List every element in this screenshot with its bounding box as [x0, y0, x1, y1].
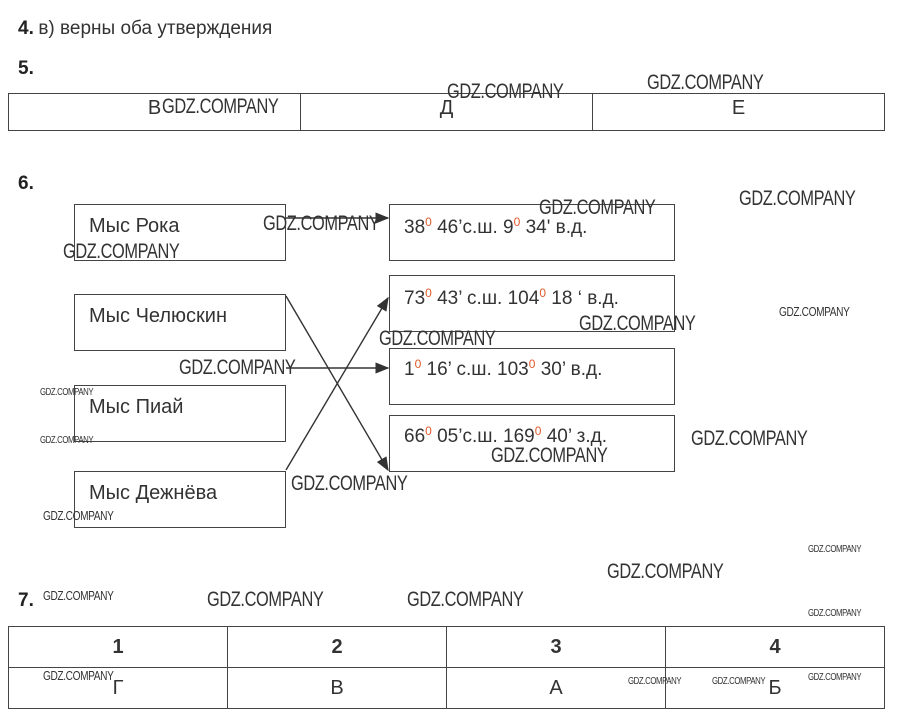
answer-cell-4: Б	[666, 668, 885, 709]
question-4-number: 4.	[18, 18, 34, 39]
watermark: GDZ.COMPANY	[647, 71, 764, 94]
answer-cell-2: В	[228, 668, 447, 709]
watermark: GDZ.COMPANY	[808, 608, 862, 619]
watermark: GDZ.COMPANY	[43, 668, 114, 683]
watermark: GDZ.COMPANY	[691, 427, 808, 450]
watermark: GDZ.COMPANY	[607, 560, 724, 583]
watermark: GDZ.COMPANY	[40, 435, 94, 446]
watermark: GDZ.COMPANY	[579, 312, 696, 335]
watermark: GDZ.COMPANY	[379, 327, 496, 350]
cape-label: Мыс Дежнёва	[89, 482, 218, 504]
watermark: GDZ.COMPANY	[491, 444, 608, 467]
answer-cell-3: Е	[731, 97, 746, 119]
watermark: GDZ.COMPANY	[179, 356, 296, 379]
header-cell-2: 2	[228, 627, 447, 668]
header-cell-4: 4	[666, 627, 885, 668]
answer-cell-1: В	[9, 94, 301, 130]
cape-label: Мыс Пиай	[89, 396, 184, 418]
watermark: GDZ.COMPANY	[808, 672, 862, 683]
watermark: GDZ.COMPANY	[43, 588, 114, 603]
coord-label: $38^0$ 46’с.ш. $9^0$ 34' в.д.	[404, 215, 588, 238]
watermark: GDZ.COMPANY	[628, 676, 682, 687]
header-cell-3: 3	[447, 627, 666, 668]
watermark: GDZ.COMPANY	[291, 472, 408, 495]
question-7-answer-table	[8, 626, 885, 709]
question-6-number: 6.	[18, 173, 34, 194]
question-7-number: 7.	[18, 590, 34, 611]
watermark: GDZ.COMPANY	[739, 187, 856, 210]
answer-cell-2: Д	[301, 94, 593, 130]
cape-label: Мыс Челюскин	[89, 305, 228, 327]
question-5-number: 5.	[18, 58, 34, 79]
coord-label: $73^0$ 43’ с.ш. $104^0$ 18 ‘ в.д.	[404, 286, 619, 309]
watermark: GDZ.COMPANY	[447, 80, 564, 103]
watermark: GDZ.COMPANY	[539, 196, 656, 219]
watermark: GDZ.COMPANY	[808, 544, 862, 555]
answer-cell-1: Г	[9, 668, 228, 709]
watermark: GDZ.COMPANY	[43, 508, 114, 523]
cape-label: Мыс Рока	[89, 215, 180, 237]
header-cell-1: 1	[9, 627, 228, 668]
watermark: GDZ.COMPANY	[263, 212, 380, 235]
answer-cell-3: А	[447, 668, 666, 709]
coord-label: $1^0$ 16’ с.ш. $103^0$ 30’ в.д.	[404, 357, 603, 380]
watermark: GDZ.COMPANY	[407, 588, 524, 611]
watermark: GDZ.COMPANY	[207, 588, 324, 611]
watermark: GDZ.COMPANY	[779, 304, 850, 319]
watermark: GDZ.COMPANY	[40, 387, 94, 398]
coord-label: $66^0$ 05’с.ш. $169^0$ 40’ з.д.	[404, 424, 608, 447]
watermark: GDZ.COMPANY	[63, 240, 180, 263]
watermark: GDZ.COMPANY	[712, 676, 766, 687]
watermark: GDZ.COMPANY	[162, 95, 279, 118]
question-4-answer: в) верны оба утверждения	[38, 18, 273, 39]
